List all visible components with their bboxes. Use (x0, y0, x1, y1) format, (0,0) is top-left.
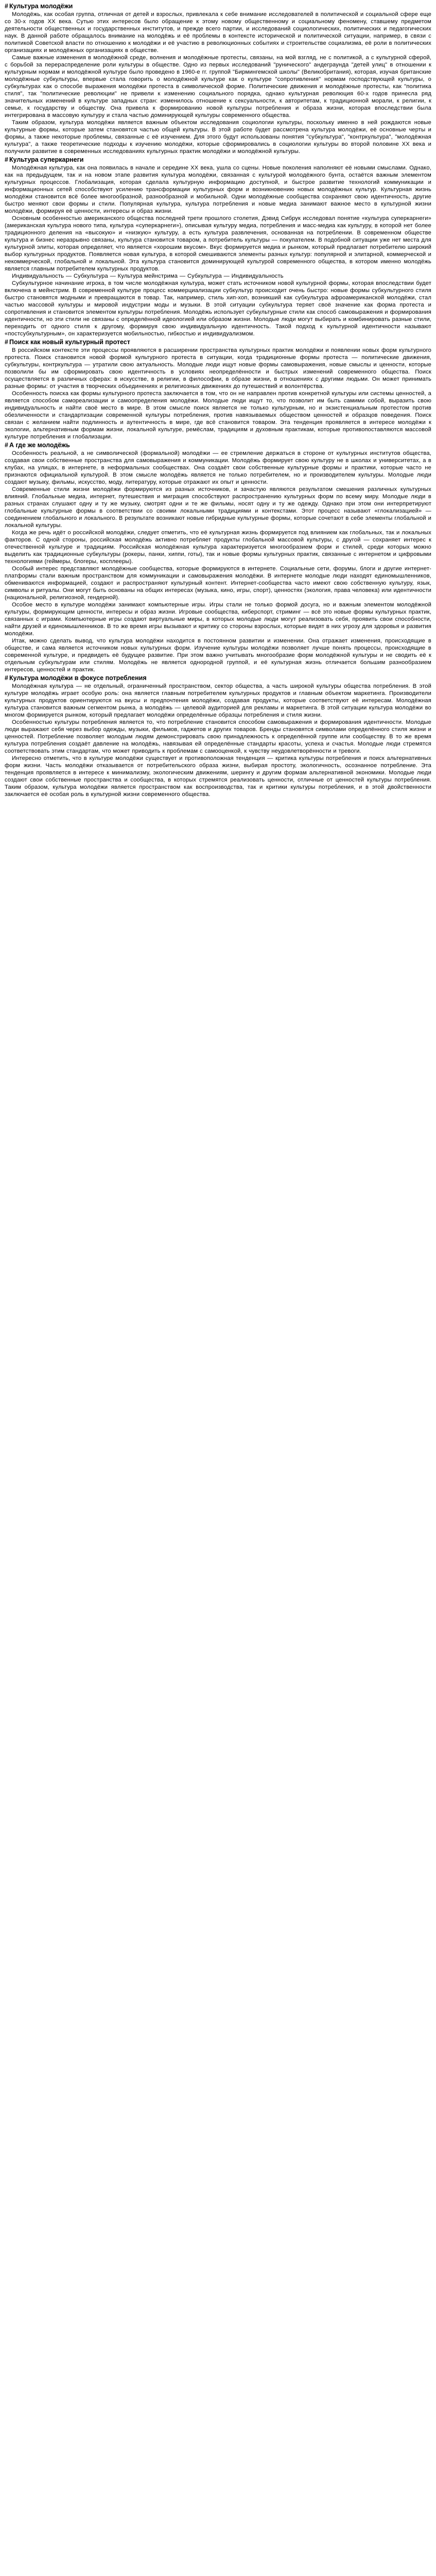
section-heading (5, 442, 431, 449)
section-heading (5, 338, 431, 346)
paragraph: Молодёжная культура — не отдельный, ограниченный пространством, сектор общества, а часть широкой культуры общества потребления. В этой культуре молодёжь играет особую роль: она является главным потребителем культурных продуктов и главным объектом маркетинга. Производители культурных продуктов ориентируются на вкусы и предпочтения молодёжи, создавая продукты, которые соответствуют её интересам. Молодёжная культура становится важным сегментом рынка, а молодёжь — целевой аудиторией для рекламы и маркетинга. В этой ситуации культура молодёжи во многом формируется рынком, который предлагает молодёжи определённые образцы потребления и стиля жизни. (5, 683, 431, 718)
paragraph: Особенность поиска как формы культурного протеста заключается в том, что он не направлен против конкретной культуры или системы ценностей, а является способом самореализации и самоопределения молодёжи. Молодые люди ищут то, что позволит им быть самими собой, выразить свою индивидуальность и найти своё место в мире. В этом смысле поиск является не только культурным, но и экзистенциальным протестом против обезличенности и стандартизации современной культуры потребления, против навязываемых обществом ценностей и образцов поведения. Поиск связан с желанием найти подлинность и аутентичность в мире, где всё становится товаром. Эта тенденция проявляется в интересе молодёжи к экологии, альтернативным формам жизни, локальной культуре, ремёслам, традициям и духовным практикам, которые противопоставляются массовой культуре потребления и глобализации. (5, 391, 431, 440)
article-section (5, 156, 431, 337)
section-title: А где же молодёжь (9, 442, 70, 449)
section-title: Культура молодёжи в фокусе потребления (9, 674, 147, 682)
paragraph: Интересно отметить, что в культуре молодёжи существует и противоположная тенденция — критика культуры потребления и поиск альтернативных форм жизни. Часть молодёжи отказывается от потребительского образа жизни, выбирая простоту, экологичность, осознанное потребление. Эта тенденция проявляется в интересе к минимализму, экологическим движениям, шерингу и другим формам альтернативной экономики. Молодые люди создают свои собственные пространства и сообщества, в которых стремятся реализовать ценности, отличные от ценностей культуры потребления. Таким образом, культура молодёжи является пространством как воспроизводства, так и критики культуры потребления, и в этой двойственности заключается её особая роль в культурной жизни современного общества. (5, 755, 431, 798)
paragraph: Современные стили жизни молодёжи формируются из разных источников, и зачастую являются результатом смешения различных культурных влияний. Глобальные медиа, интернет, путешествия и миграция способствуют распространению культурных форм по всему миру. Молодые люди в разных странах слушают одну и ту же музыку, смотрят одни и те же фильмы, носят одну и ту же одежду. Однако при этом они интерпретируют глобальные культурные формы в соответствии со своими локальными традициями и контекстами. Этот процесс называют «глокализацией» — соединением глобального и локального. В результате возникают новые гибридные культурные формы, которые сочетают в себе элементы глобальной и локальной культуры. (5, 486, 431, 529)
paragraph: Особый интерес представляют молодёжные сообщества, которые формируются в интернете. Социальные сети, форумы, блоги и другие интернет-платформы стали важным пространством для коммуникации и самовыражения молодёжи. В интернете молодые люди находят единомышленников, обмениваются информацией, создают и распространяют культурный контент. Интернет-сообщества часто имеют свою собственную культуру, язык, символы и ритуалы. Они могут быть основаны на общих интересах (музыка, кино, игры, спорт), ценностях (экология, права человека) или идентичности (национальной, религиозной, гендерной). (5, 566, 431, 601)
article (0, 0, 436, 798)
anchor-hash-icon[interactable]: # (5, 3, 8, 10)
article-section (5, 674, 431, 798)
paragraph: Молодёжь, как особая группа, отличная от детей и взрослых, привлекала к себе внимание исследователей в политической и социальной сфере еще со 30-х годов XX века. Сутью этих интересов было обращение к этому новому общественному и социальному феномену, ставшему предметом деятельности общественных и государственных институтов, и прежде всего партии, и исследований социологических, политических и педагогических наук. В данной работе обращалось внимание на молодёжь и её проблемы в контексте исторической и политической ситуации, например, в связи с политикой Советской власти по отношению к молодёжи и её участию в революционных событиях и строительстве социализма, её роли в политических организациях и молодёжных организациях в обществе. (5, 11, 431, 54)
anchor-hash-icon[interactable]: # (5, 674, 8, 682)
paragraph: Субкультурное начинание игрока, в том числе молодёжная культура, может стать источником новой культурной формы, которая впоследствии будет включена в мейнстрим. В современной культуре процесс коммерциализации субкультур происходит очень быстро: новые формы субкультурного стиля быстро становятся модными и превращаются в товар. Так, например, стиль хип-хоп, возникший как субкультура афроамериканской молодёжи, стал частью массовой культуры и мировой индустрии моды и музыки. В этой ситуации субкультура теряет своё значение как форма протеста и сопротивления и становится элементом культуры потребления. Молодёжь использует субкультурные стили как способ самовыражения и формирования идентичности, но эти стили не связаны с определённой идеологией или образом жизни. Молодые люди могут выбирать и комбинировать разные стили, переходить от одного стиля к другому, формируя свою индивидуальную идентичность. Такой подход к культурной идентичности называют «постсубкультурным», он характеризуется мобильностью, гибкостью и индивидуализмом. (5, 280, 431, 337)
paragraph: Индивидуальность — Субкультура — Культура мейнстрима — Субкультура — Индивидуальность (12, 273, 284, 279)
paragraph: Самые важные изменения в молодёжной среде, волнения и молодёжные протесты, связаны, на мой взгляд, не с политикой, а с культурной сферой, с борьбой за перераспределение роли культуры в обществе. Одно из первых исследований "рунического" андеграунда "детей улиц" в отношении к культурным нормам и молодёжной культуре было проведено в 1960-е гг. группой "Бирмингемской школы" (Великобритания), которая, изучая британские молодёжные субкультуры, впервые стала говорить о молодёжной культуре как о культуре "сопротивления" нормам господствующей культуры, о субкультурах как о способе выражения молодёжи протеста в символической форме. Политические движения и молодёжные протесты, как "политика стиля", так "политические революции" не привели к изменению социального порядка, однако культурная революция 60-х годов принесла ряд значительных изменений в культуре западных стран: изменилось отношение к сексуальности, к авторитетам, к традиционной морали, к религии, к семье, к государству и обществу. Она привела к формированию новой культуры потребления и образа жизни, которая впоследствии была интегрирована в массовую культуру и стала частью доминирующей культуры современного общества. (5, 55, 431, 118)
paragraph: Таким образом, культура молодёжи является важным объектом исследования социологии культуры, поскольку именно в ней рождаются новые культурные формы, которые затем становятся частью общей культуры. В этой работе будет рассмотрена культура молодёжи, её основные черты и формы, а также некоторые проблемы, связанные с её изучением. Для этого будут использованы понятия "субкультура", "контркультура", "молодёжная культура", а также теоретические подходы к изучению молодёжи, которые сформировались в социологии культуры во второй половине XX века и получили развитие в современных исследованиях культурных практик молодёжи и молодёжной культуры. (5, 120, 431, 155)
paragraph: В российском контексте эти процессы проявляются в расширении пространства культурных практик молодёжи и появлении новых форм культурного протеста. Поиск становится новой формой культурного протеста в ситуации, когда традиционные формы протеста — политические движения, субкультуры, контркультура — утратили свою актуальность. Молодые люди ищут новые формы самовыражения, новые смыслы и ценности, которые позволили бы им сформировать свою идентичность в условиях неопределённости и быстрых изменений современного общества. Поиск осуществляется в различных сферах: в искусстве, в религии, в философии, в образе жизни, в отношениях с другими людьми. Он может принимать разные формы: от участия в творческих объединениях и религиозных движениях до путешествий и волонтёрства. (5, 347, 431, 389)
anchor-hash-icon[interactable]: # (5, 156, 8, 163)
article-section (5, 3, 431, 155)
anchor-hash-icon[interactable]: # (5, 442, 8, 449)
paragraph: Особое место в культуре молодёжи занимают компьютерные игры. Игры стали не только формой досуга, но и важным элементом молодёжной культуры, формирующим ценности, интересы и образ жизни. Игровые сообщества, киберспорт, стриминг — всё это новые формы культурных практик, связанных с играми. Компьютерные игры создают виртуальные миры, в которых молодые люди могут реализовать себя, проявить свои способности, найти друзей и единомышленников. В то же время игры вызывают и критику со стороны взрослых, которые видят в них угрозу для здоровья и развития молодёжи. (5, 602, 431, 637)
article-section (5, 442, 431, 673)
section-title: Культура суперкарнеги (9, 156, 84, 163)
paragraph: Молодёжная культура, как она появилась в начале и середине XX века, ушла со сцены. Новые поколения наполняют её новыми смыслами. Однако, как на предыдущем, так и на новом этапе развития культура молодёжи, связанная с культурой молодёжного бунта, остаётся важным элементом культурных процессов. Глобализация, которая сделала культурную информацию доступной, и быстрое развитие технологий коммуникации и информационных сетей способствуют усилению трансформации культурных форм и возникновению новых молодёжных культур. Культурная жизнь молодёжи становится всё более многообразной, разнообразной и мобильной. Одни молодёжные сообщества сохраняют свою идентичность, другие быстро меняют свои формы и стили. Популярная культура, культура потребления и новые медиа занимают важное место в культурной жизни молодёжи, формируя её ценности, интересы и образ жизни. (5, 165, 431, 214)
section-title: Культура молодёжи (9, 3, 73, 10)
section-title: Поиск как новый культурный протест (9, 338, 130, 346)
section-heading (5, 156, 431, 164)
section-heading (5, 3, 431, 10)
anchor-hash-icon[interactable]: # (5, 338, 8, 346)
paragraph: Основным особенностью американского общества последней трети прошлого столетия, Дэвид Сибрук исследовал понятие «культура суперкарнеги» (американская культура нового типа, культура «суперкарнеги»), описывая культуру медиа, потребления и масс-медиа как культуру, в которой нет более традиционного деления на «высокую» и «низкую» культуру, а есть культура развлечения, основанная на потреблении. В современном обществе культура и бизнес неразрывно связаны, культура становится товаром, а потребитель культуры — покупателем. В подобной ситуации уже нет места для культурной элиты, которая определяет, что является «хорошим вкусом». Вкус формируется медиа и рынком, который предлагает потребителю широкий выбор культурных продуктов. Появляется новая культура, в которой смешиваются элементы разных культур: популярной и элитарной, коммерческой и некоммерческой, глобальной и локальной. Эта культура становится доминирующей культурой современного общества, в котором именно молодёжь является главным потребителем культурных продуктов. (5, 215, 431, 272)
paragraph: Особенностью культуры потребления является то, что потребление становится способом самовыражения и формирования идентичности. Молодые люди выражают себя через выбор одежды, музыки, фильмов, гаджетов и других товаров. Бренды становятся символами определённого стиля жизни и ценностей. Потребление позволяет молодым людям демонстрировать свою принадлежность к определённой группе или сообществу. В то же время культура потребления создаёт давление на молодёжь, навязывая ей определённые стандарты красоты, успеха и счастья. Молодые люди стремятся соответствовать этим стандартам, что может приводить к проблемам с самооценкой, к чувству неудовлетворённости и тревоги. (5, 719, 431, 754)
article-section (5, 338, 431, 440)
paragraph: Итак, можно сделать вывод, что культура молодёжи находится в постоянном развитии и изменении. Она отражает изменения, происходящие в обществе, и сама является источником новых культурных форм. Изучение культуры молодёжи позволяет лучше понять процессы, происходящие в современной культуре, и предвидеть её будущее развитие. При этом важно учитывать многообразие форм молодёжной культуры и не сводить её к отдельным субкультурам или стилям. Молодёжь не является однородной группой, и её культурная жизнь отличается большим разнообразием интересов, ценностей и практик. (5, 638, 431, 673)
section-heading (5, 674, 431, 682)
paragraph: Когда же речь идёт о российской молодёжи, следует отметить, что её культурная жизнь формируется под влиянием как глобальных, так и локальных факторов. С одной стороны, российская молодёжь активно потребляет продукты глобальной массовой культуры, с другой — сохраняет интерес к отечественной культуре и традициям. Российская молодёжная культура характеризуется многообразием форм и стилей, среди которых можно выделить как традиционные субкультуры (рокеры, панки, хиппи, готы), так и новые формы культурных практик, связанные с интернетом и цифровыми технологиями (геймеры, блогеры, косплееры). (5, 530, 431, 565)
paragraph: Особенность реальной, а не символической (формальной) молодёжи — ее стремление держаться в стороне от культурных институтов общества, создавая свои собственные пространства для самовыражения и коммуникации. Молодёжь формирует свою культуру не в школах и университетах, а в клубах, на улицах, в интернете, в неформальных сообществах. Она создаёт свои собственные культурные формы и практики, которые часто не признаются официальной культурой. В этом смысле молодёжь является не только потребителем, но и производителем культуры. Молодые люди создают музыку, фильмы, искусство, моду, литературу, которые отражают их опыт и ценности. (5, 450, 431, 485)
